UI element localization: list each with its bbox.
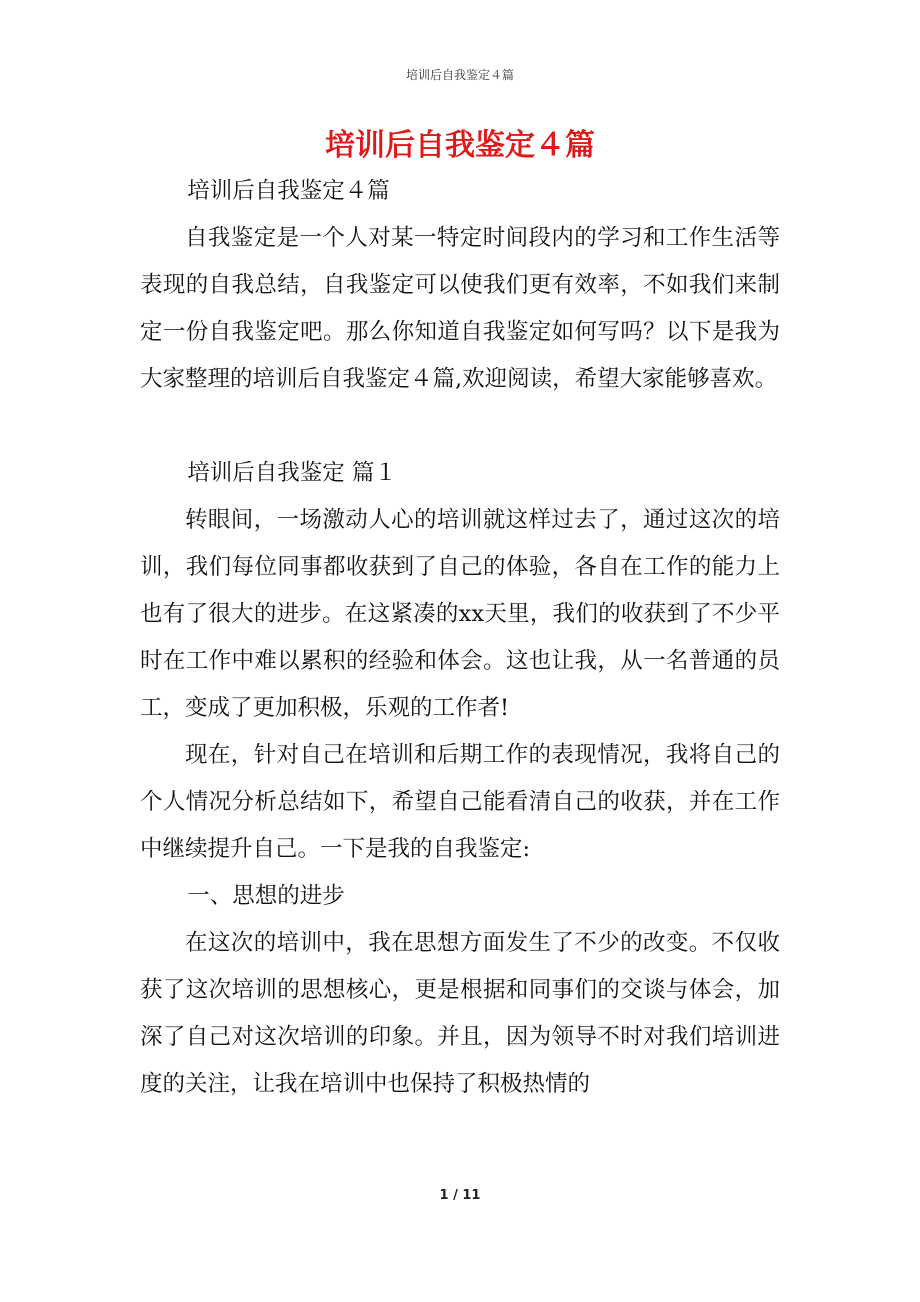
section-heading: 培训后自我鉴定 篇１: [187, 460, 397, 486]
document-title: 培训后自我鉴定４篇: [325, 128, 595, 163]
document-subtitle: 培训后自我鉴定４篇: [187, 178, 390, 204]
body-paragraph: 转眼间，一场激动人心的培训就这样过去了，通过这次的培训，我们每位同事都收获到了自己的体验，各自在工作的能力上也有了很大的进步。在这紧凑的xx天里，我们的收获到了不少平时在工作中难以累积的经验和体会。这也让我，从一名普通的员工，变成了更加积极，乐观的工作者!: [140, 507, 780, 721]
document-body: [140, 168, 780, 1108]
intro-paragraph: 自我鉴定是一个人对某一特定时间段内的学习和工作生活等表现的自我总结，自我鉴定可以使我们更有效率，不如我们来制定一份自我鉴定吧。那么你知道自我鉴定如何写吗？以下是我为大家整理的培训后自我鉴定４篇,欢迎阅读，希望大家能够喜欢。: [140, 225, 780, 392]
body-paragraph: 现在，针对自己在培训和后期工作的表现情况，我将自己的个人情况分析总结如下，希望自己能看清自己的收获，并在工作中继续提升自己。一下是我的自我鉴定:: [140, 742, 780, 862]
subsection-heading: 一、思想的进步: [187, 883, 345, 909]
running-header: 培训后自我鉴定４篇: [405, 68, 514, 82]
paragraph-spacer: [140, 403, 780, 450]
body-paragraph: 在这次的培训中，我在思想方面发生了不少的改变。不仅收获了这次培训的思想核心，更是根据和同事们的交谈与体会，加深了自己对这次培训的印象。并且，因为领导不时对我们培训进度的关注，让我在培训中也保持了积极热情的: [140, 930, 780, 1097]
page-number: 1 / 11: [439, 1188, 481, 1203]
